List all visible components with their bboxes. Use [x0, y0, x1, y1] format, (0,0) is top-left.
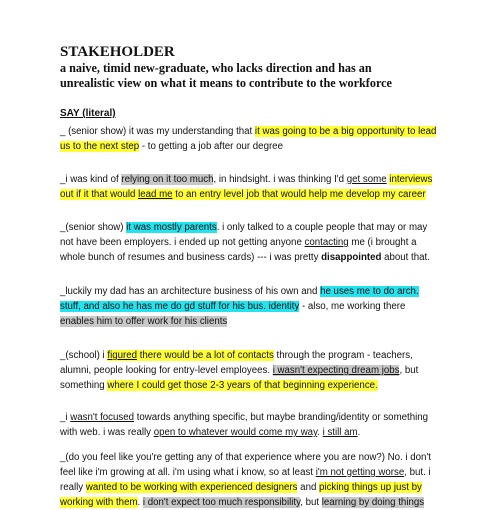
- paragraph-6: [60, 410, 464, 440]
- highlight-yellow: interviews: [389, 174, 433, 185]
- text-line: [60, 425, 464, 440]
- highlight-cyan: stuff, and also he has me do gd stuff for his bus. identity: [60, 301, 300, 312]
- text-segment: feel like i'm growing at all. i'm using what i know, so at least: [60, 467, 316, 478]
- highlight-yellow: picking things up just by: [319, 482, 422, 493]
- text-segment: something: [60, 380, 108, 391]
- highlight-yellow: it was going to be a big opportunity to lead: [254, 126, 437, 137]
- highlight-yellow: where I could get those 2-3 years of that beginning experience.: [107, 380, 378, 391]
- text-segment: wasn't focused: [70, 412, 135, 423]
- text-segment: .: [137, 497, 143, 508]
- highlight-yellow: us to the next step: [60, 141, 140, 152]
- paragraph-2: [60, 172, 464, 202]
- text-segment: _(senior show): [60, 222, 127, 233]
- text-line: [60, 299, 464, 314]
- text-segment: contacting: [304, 237, 349, 248]
- highlight-yellow: wanted to be working with experienced designers: [85, 482, 298, 493]
- text-segment: .: [357, 427, 361, 438]
- highlight-gray: enables him to offer work for his clients: [60, 316, 228, 327]
- text-segment: alumni, people looking for entry-level employees.: [60, 365, 273, 376]
- text-segment: .: [317, 427, 323, 438]
- paragraph-1: [60, 124, 464, 154]
- text-line: [60, 480, 464, 495]
- paragraph-7: [60, 450, 464, 510]
- highlight-gray: relying on it too much: [121, 174, 214, 185]
- text-line: [60, 378, 464, 393]
- text-segment: - also, me working there: [299, 301, 406, 312]
- text-line: [60, 495, 464, 510]
- text-line: [60, 314, 464, 329]
- text-segment: _ (senior show) it was my understanding that: [60, 126, 255, 137]
- text-segment: me (i brought a: [348, 237, 417, 248]
- highlight-gray: learning by doing things: [321, 497, 425, 508]
- text-segment: disappointed: [321, 252, 382, 263]
- highlight-yellow: lead me: [138, 189, 173, 200]
- text-segment: , but: [300, 497, 322, 508]
- subtitle-line-1: a naive, timid new-graduate, who lacks direction and has an: [60, 61, 372, 75]
- text-segment: i'm not getting worse: [315, 467, 405, 478]
- highlight-yellow: to an entry level job that would help me develop my career: [172, 189, 426, 200]
- text-segment: , in hindsight. i was thinking I'd: [213, 174, 347, 185]
- text-line: [60, 187, 464, 202]
- text-line: [60, 363, 464, 378]
- highlight-cyan: it was mostly parents: [126, 222, 217, 233]
- text-line: [60, 220, 464, 235]
- text-line: [60, 124, 464, 139]
- text-segment: and: [297, 482, 320, 493]
- text-line: [60, 465, 464, 480]
- text-segment: _i was kind of: [60, 174, 122, 185]
- highlight-yellow: figured: [107, 350, 138, 361]
- text-line: [60, 284, 464, 299]
- paragraph-4: [60, 284, 464, 329]
- text-segment: get some: [346, 174, 387, 185]
- highlight-gray: i don't expect too much responsibility: [142, 497, 301, 508]
- highlight-yellow: there would be a lot of contacts: [137, 350, 274, 361]
- text-line: [60, 139, 464, 154]
- text-segment: through the program - teachers,: [273, 350, 413, 361]
- highlight-yellow: out if it that would: [60, 189, 139, 200]
- highlight-cyan: he uses me to do arch.: [320, 286, 419, 297]
- page-title: STAKEHOLDER: [60, 44, 175, 60]
- text-line: [60, 250, 464, 265]
- text-segment: - to getting a job after our degree: [139, 141, 283, 152]
- text-segment: . i only talked to a couple people that may or may: [216, 222, 428, 233]
- text-segment: not have been employers. i ended up not getting anyone: [60, 237, 305, 248]
- document-page: [60, 44, 460, 508]
- section-label: SAY (literal): [60, 108, 116, 119]
- text-segment: about that.: [381, 252, 430, 263]
- text-segment: open to whatever would come my way: [153, 427, 318, 438]
- text-line: [60, 410, 464, 425]
- text-segment: towards anything specific, but maybe branding/identity or something: [134, 412, 429, 423]
- subtitle-line-2: unrealistic view on what it means to contribute to the workforce: [60, 76, 392, 90]
- paragraph-3: [60, 220, 464, 265]
- text-segment: , but: [399, 365, 419, 376]
- text-segment: _(school) i: [60, 350, 108, 361]
- text-line: [60, 348, 464, 363]
- text-segment: whole bunch of resumes and business cards) --- i was pretty: [60, 252, 322, 263]
- paragraph-5: [60, 348, 464, 393]
- text-segment: _(do you feel like you're getting any of that experience where you are now?) No. i don't: [60, 452, 431, 463]
- text-line: [60, 450, 464, 465]
- highlight-gray: i wasn't expecting dream jobs: [272, 365, 400, 376]
- text-segment: with web. i was really: [60, 427, 154, 438]
- text-segment: i still am: [322, 427, 358, 438]
- highlight-yellow: working with them: [60, 497, 138, 508]
- text-segment: _i: [60, 412, 71, 423]
- text-segment: really: [60, 482, 86, 493]
- text-line: [60, 172, 464, 187]
- text-line: [60, 235, 464, 250]
- text-segment: , but. i: [404, 467, 431, 478]
- text-segment: _luckily my dad has an architecture business of his own and: [60, 286, 321, 297]
